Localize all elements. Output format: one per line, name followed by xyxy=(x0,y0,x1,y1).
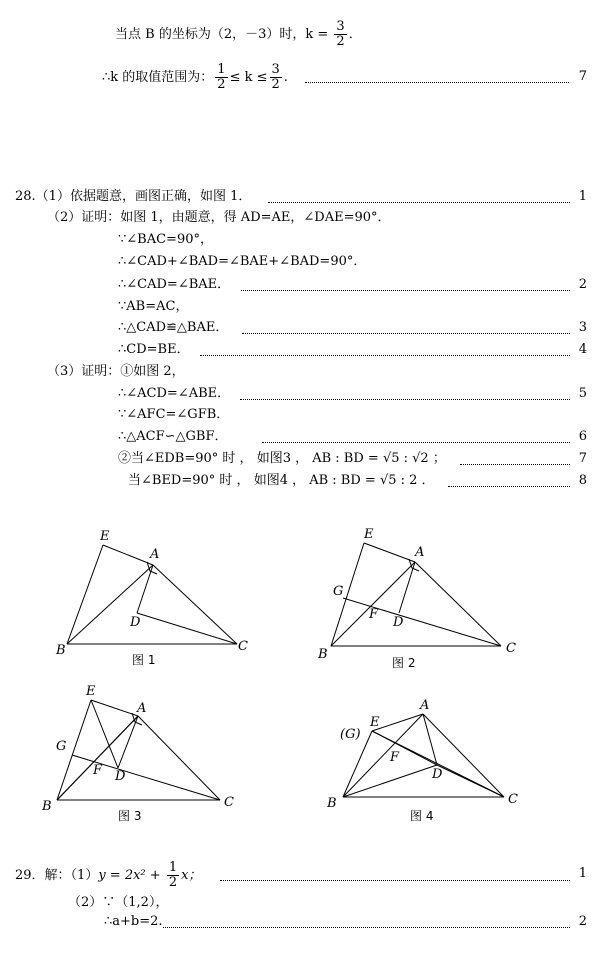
q28-line: ∴∠CAD=∠BAE． xyxy=(118,277,231,292)
point-g: G xyxy=(56,739,67,754)
range-prefix: ∴k 的取值范围为： xyxy=(102,70,214,85)
point-b: B xyxy=(318,647,328,662)
score: 1 xyxy=(578,189,587,204)
figure-caption: 图 1 xyxy=(132,653,156,667)
q28-line: ②当∠EDB=90° 时 ， 如图3 ， AB : BD = √5 : √2 ； xyxy=(118,451,446,466)
point-f: F xyxy=(390,750,400,765)
point-c: C xyxy=(224,795,234,810)
point-d: D xyxy=(432,767,443,782)
point-f: F xyxy=(369,607,379,622)
point-a: A xyxy=(415,545,425,560)
score: 2 xyxy=(578,914,587,929)
q28-line: ∴∠CAD+∠BAD=∠BAE+∠BAD=90°． xyxy=(118,254,367,269)
score: 4 xyxy=(578,342,587,357)
point-d: D xyxy=(393,615,404,630)
range-mid: ≤ k ≤ xyxy=(229,70,268,85)
q29-prefix: 29．解：（1） xyxy=(15,868,99,883)
point-b: B xyxy=(56,643,66,658)
figure-caption: 图 3 xyxy=(118,809,142,823)
point-a: A xyxy=(420,698,430,713)
point-e: E xyxy=(364,527,374,542)
condition-line: 当点 B 的坐标为（2，－3）时，k = $\frac{3}{2}$ ． xyxy=(115,19,362,49)
q28-line: （2）证明：如图 1，由题意，得 AD=AE，∠DAE=90°． xyxy=(47,210,391,225)
q28-line: （3）证明：①如图 2， xyxy=(47,364,185,379)
point-f: F xyxy=(93,763,103,778)
point-a: A xyxy=(137,701,147,716)
range-line: ∴k 的取值范围为： $\frac{1}{2}$ ≤ k ≤ $\frac{3}{2}$ . xyxy=(102,62,288,92)
leader-dots xyxy=(220,880,570,881)
q29-equation: y = 2x² + xyxy=(98,868,165,883)
point-d: D xyxy=(115,769,126,784)
point-e: E xyxy=(86,684,96,699)
condition-text: 当点 B 的坐标为（2，－3）时，k = xyxy=(115,27,333,42)
q28-line: ∵∠AFC=∠GFB． xyxy=(118,407,230,422)
q29-line-3: ∴a+b=2. xyxy=(104,914,163,929)
score: 1 xyxy=(578,866,587,881)
point-d: D xyxy=(130,615,141,630)
point-a: A xyxy=(150,547,160,562)
fraction-high: $\frac{3}{2}$ xyxy=(271,62,280,92)
q29-line-2: （2）∵（1,2）， xyxy=(68,895,169,910)
q28-line: 当∠BED=90° 时 ， 如图4 ， AB : BD = √5 : 2 ． xyxy=(128,473,435,488)
q29-line-1 xyxy=(15,861,201,890)
point-g: G xyxy=(333,584,344,599)
score: 8 xyxy=(578,473,587,488)
q28-line: ∵∠BAC=90°， xyxy=(118,232,213,247)
score: 3 xyxy=(578,320,587,335)
point-e: E xyxy=(370,715,380,730)
point-g: (G) xyxy=(340,727,361,742)
point-c: C xyxy=(508,792,518,807)
score: 6 xyxy=(578,429,587,444)
point-c: C xyxy=(506,641,516,656)
score: 2 xyxy=(578,277,587,292)
score: 5 xyxy=(578,386,587,401)
figure-caption: 图 2 xyxy=(392,656,416,670)
q28-line: ∴CD=BE． xyxy=(118,342,190,357)
q28-line: 28.（1）依据题意，画图正确，如图 1． xyxy=(15,189,252,204)
leader-dots xyxy=(163,927,570,928)
figure-caption: 图 4 xyxy=(410,809,434,823)
fraction: $\frac{1}{2}$ xyxy=(168,860,178,890)
score: 7 xyxy=(578,69,587,84)
point-e: E xyxy=(100,529,110,544)
fraction: $\frac{3}{2}$ xyxy=(336,19,345,49)
q28-line: ∴△CAD≌△BAE． xyxy=(118,320,229,335)
q28-line: ∵AB=AC， xyxy=(118,299,189,314)
fraction-low: $\frac{1}{2}$ xyxy=(217,62,226,92)
q28-line: ∴△ACF∽△GBF． xyxy=(118,429,228,444)
score: 7 xyxy=(578,451,587,466)
point-c: C xyxy=(238,639,248,654)
point-b: B xyxy=(327,796,337,811)
q29-equation-tail: x； xyxy=(181,868,202,883)
q28-line: ∴∠ACD=∠ABE． xyxy=(118,386,231,401)
point-b: B xyxy=(42,799,52,814)
